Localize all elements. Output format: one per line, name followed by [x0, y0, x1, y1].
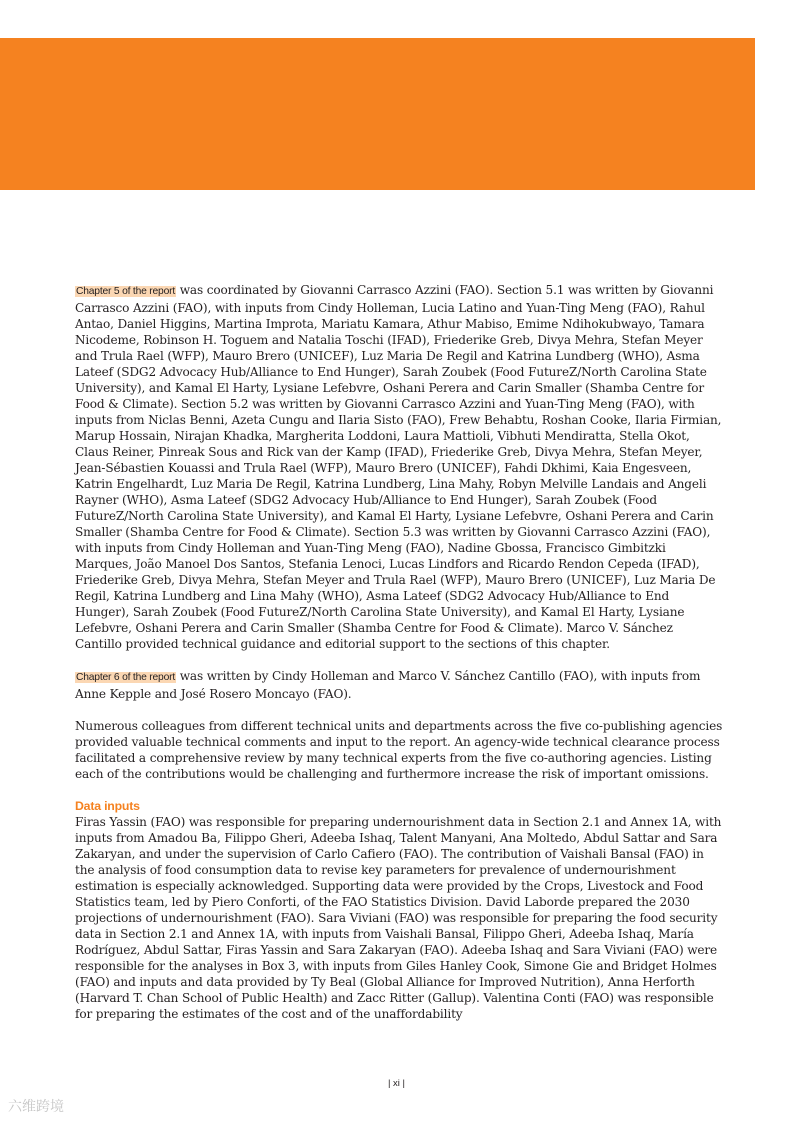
- data-inputs-paragraph: Firas Yassin (FAO) was responsible for preparing undernourishment data in Section 2.1 and Annex 1A, with inputs from Amadou Ba, Filippo Gheri, Adeeba Ishaq, Talent Manyani, Ana Moltedo, Abdul Sattar and Sara Zakaryan, and under the supervision of Carlo Cafiero (FAO). The contribution of Vaishali Bansal (FAO) in the analysis of food consumption data to revise key parameters for prevalence of undernourishment estimation is especially acknowledged. Supporting data were provided by the Crops, Livestock and Food Statistics team, led by Piero Conforti, of the FAO Statistics Division. David Laborde prepared the 2030 projections of undernourishment (FAO). Sara Viviani (FAO) was responsible for preparing the food security data in Section 2.1 and Annex 1A, with inputs from Vaishali Bansal, Filippo Gheri, Adeeba Ishaq, María Rodríguez, Abdul Sattar, Firas Yassin and Sara Zakaryan (FAO). Adeeba Ishaq and Sara Viviani (FAO) were responsible for the analyses in Box 3, with inputs from Giles Hanley Cook, Simone Gie and Bridget Holmes (FAO) and inputs and data provided by Ty Beal (Global Alliance for Improved Nutrition), Anna Herforth (Harvard T. Chan School of Public Health) and Zacc Ritter (Gallup). Valentina Conti (FAO) was responsible for preparing the estimates of the cost and of the unaffordability: [75, 815, 722, 1021]
- page-number: | xi |: [387, 1078, 406, 1089]
- colleagues-paragraph: Numerous colleagues from different technical units and departments across the five co-publishing agencies provided valuable technical comments and input to the report. An agency-wide technical clearance process facilitated a comprehensive review by many technical experts from the five co-authoring agencies. Listing each of the contributions would be challenging and furthermore increase the risk of important omissions.: [75, 719, 723, 781]
- watermark: 六维跨境: [8, 1099, 64, 1115]
- chapter-5-text: was coordinated by Giovanni Carrasco Azzini (FAO). Section 5.1 was written by Giovanni Carrasco Azzini (FAO), with inputs from Cindy Holleman, Lucia Latino and Yuan-Ting Meng (FAO), Rahul Antao, Daniel Higgins, Martina Improta, Mariatu Kamara, Athur Mabiso, Emime Ndihokubwayo, Tamara Nicodeme, Robinson H. Toguem and Natalia Toschi (IFAD), Friederike Greb, Divya Mehra, Stefan Meyer and Trula Rael (WFP), Mauro Brero (UNICEF), Luz Maria De Regil and Katrina Lundberg (WHO), Asma Lateef (SDG2 Advocacy Hub/Alliance to End Hunger), Sarah Zoubek (Food FutureZ/North Carolina State University), and Kamal El Harty, Lysiane Lefebvre, Oshani Perera and Carin Smaller (Shamba Centre for Food & Climate). Section 5.2 was written by Giovanni Carrasco Azzini and Yuan-Ting Meng (FAO), with inputs from Niclas Benni, Azeta Cungu and Ilaria Sisto (FAO), Frew Behabtu, Roshan Cooke, Ilaria Firmian, Marup Hossain, Nirajan Khadka, Margherita Loddoni, Laura Mattioli, Vibhuti Mendiratta, Stella Okot, Claus Reiner, Pinreak Sous and Rick van der Kamp (IFAD), Friederike Greb, Divya Mehra, Stefan Meyer, Jean-Sébastien Kouassi and Trula Rael (WFP), Mauro Brero (UNICEF), Fahdi Dkhimi, Kaia Engesveen, Katrin Engelhardt, Luz Maria De Regil, Katrina Lundberg, Lina Mahy, Robyn Melville Landais and Angeli Rayner (WHO), Asma Lateef (SDG2 Advocacy Hub/Alliance to End Hunger), Sarah Zoubek (Food FutureZ/North Carolina State University), and Kamal El Harty, Lysiane Lefebvre, Oshani Perera and Carin Smaller (Shamba Centre for Food & Climate). Section 5.3 was written by Giovanni Carrasco Azzini (FAO), with inputs from Cindy Holleman and Yuan-Ting Meng (FAO), Nadine Gbossa, Francisco Gimbitzki Marques, João Manoel Dos Santos, Stefania Lenoci, Lucas Lindfors and Ricardo Rendon Cepeda (IFAD), Friederike Greb, Divya Mehra, Stefan Meyer and Trula Rael (WFP), Mauro Brero (UNICEF), Luz Maria De Regil, Katrina Lundberg and Lina Mahy (WHO), Asma Lateef (SDG2 Advocacy Hub/Alliance to End Hunger), Sarah Zoubek (Food FutureZ/North Carolina State University), and Kamal El Harty, Lysiane Lefebvre, Oshani Perera and Carin Smaller (Shamba Centre for Food & Climate). Marco V. Sánchez Cantillo provided technical guidance and editorial support to the sections of this chapter.: [75, 283, 722, 651]
- chapter-6-label: Chapter 6 of the report: [76, 672, 176, 683]
- chapter-6-paragraph: [75, 668, 723, 702]
- chapter-6-text: was written by Cindy Holleman and Marco V. Sánchez Cantillo (FAO), with inputs from Anne Kepple and José Rosero Moncayo (FAO).: [75, 669, 701, 701]
- header-banner: [0, 38, 755, 190]
- page-body: [75, 282, 723, 1038]
- chapter-5-paragraph: [75, 282, 723, 652]
- chapter-5-label: Chapter 5 of the report: [76, 286, 176, 297]
- data-inputs-heading: Data inputs: [75, 799, 140, 813]
